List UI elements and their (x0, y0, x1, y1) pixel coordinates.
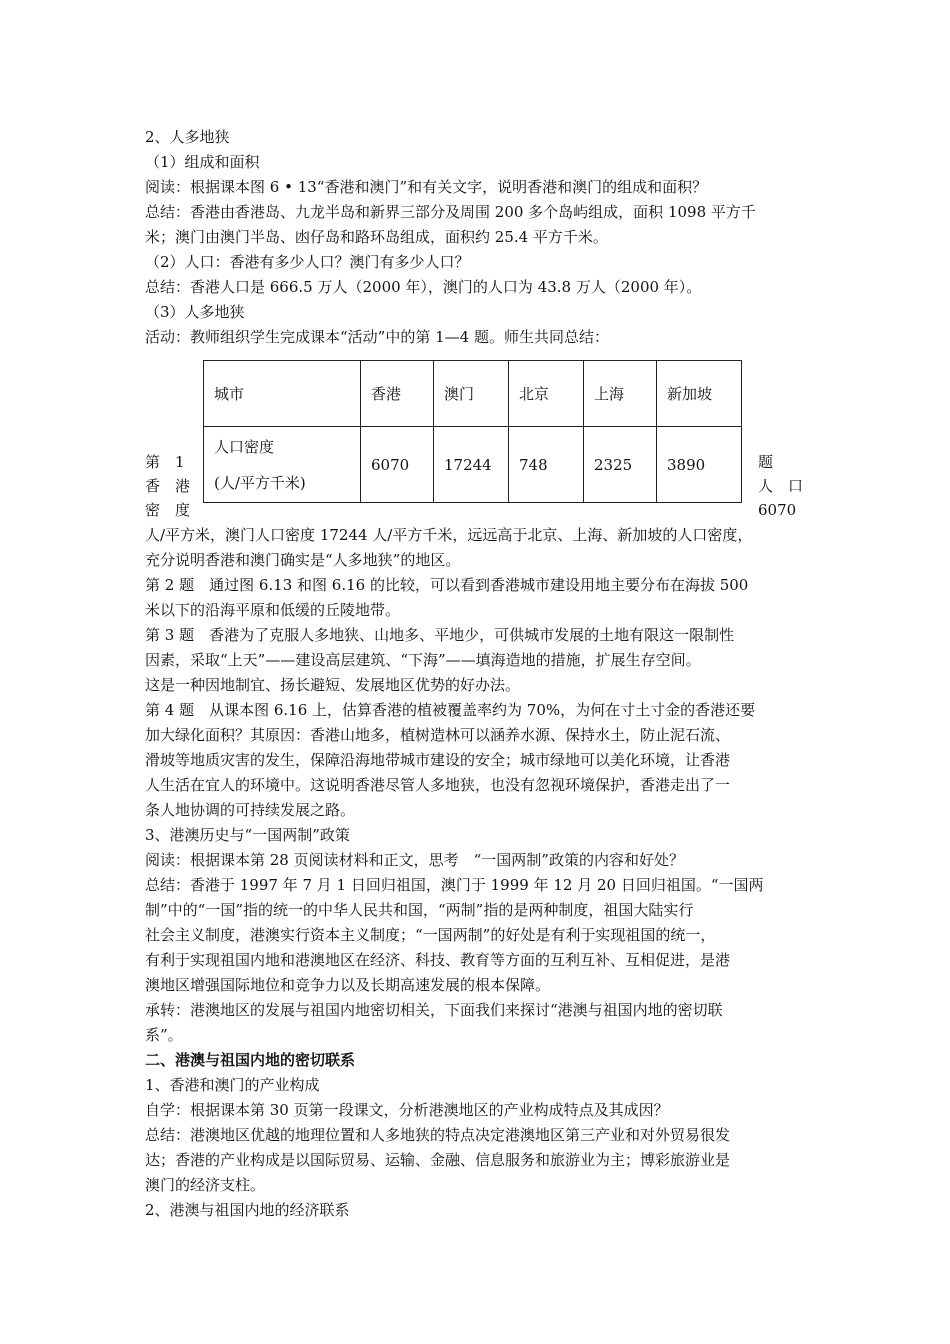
table-cell: 17244 (434, 427, 509, 503)
section-heading: 二、港澳与祖国内地的密切联系 (145, 1051, 356, 1069)
table-header-cell: 香港 (361, 361, 434, 427)
row-label-cell (204, 427, 361, 503)
heading-one-country: 3、港澳历史与“一国两制”政策 (145, 826, 350, 844)
side-left-line: 密 度 (145, 501, 191, 519)
table-header-cell: 新加坡 (657, 361, 742, 427)
text-line: 活动：教师组织学生完成课本“活动”中的第 1—4 题。师生共同总结： (145, 328, 609, 346)
text-line: 阅读：根据课本第 28 页阅读材料和正文，思考 “一国两制”政策的内容和好处？ (145, 851, 684, 869)
text-line: 有利于实现祖国内地和港澳地区在经济、科技、教育等方面的互利互补、互相促进，是港 (145, 951, 731, 969)
text-line: 澳门的经济支柱。 (145, 1176, 266, 1194)
heading-renduo-dixia: 2、人多地狭 (145, 128, 230, 146)
text-line: 达；香港的产业构成是以国际贸易、运输、金融、信息服务和旅游业为主；博彩旅游业是 (145, 1151, 731, 1169)
table-header-cell: 上海 (584, 361, 657, 427)
text-line: 这是一种因地制宜、扬长避短、发展地区优势的好办法。 (145, 676, 521, 694)
text-line: 条人地协调的可持续发展之路。 (145, 801, 356, 819)
subheading-industry: 1、香港和澳门的产业构成 (145, 1076, 320, 1094)
table-header-cell: 城市 (204, 361, 361, 427)
side-text-right (758, 450, 808, 522)
table-cell: 6070 (361, 427, 434, 503)
table-header-cell: 澳门 (434, 361, 509, 427)
table-row (204, 427, 742, 503)
subheading-economic-ties: 2、港澳与祖国内地的经济联系 (145, 1201, 350, 1219)
text-line: 制”中的“一国”指的统一的中华人民共和国，“两制”指的是两种制度，祖国大陆实行 (145, 901, 694, 919)
text-line: 充分说明香港和澳门确实是“人多地狭”的地区。 (145, 551, 461, 569)
text-line: 因素，采取“上天”——建设高层建筑、“下海”——填海造地的措施，扩展生存空间。 (145, 651, 701, 669)
text-line: 加大绿化面积？其原因：香港山地多，植树造林可以涵养水源、保持水土，防止泥石流、 (145, 726, 731, 744)
text-line: 人生活在宜人的环境中。这说明香港尽管人多地狭，也没有忽视环境保护，香港走出了一 (145, 776, 731, 794)
text-line: 米以下的沿海平原和低缓的丘陵地带。 (145, 601, 401, 619)
table-header-cell: 北京 (509, 361, 584, 427)
text-line: 总结：香港由香港岛、九龙半岛和新界三部分及周围 200 多个岛屿组成，面积 1098 平方千 (145, 203, 756, 221)
subheading-dense: （3）人多地狭 (145, 303, 245, 321)
table-cell: 3890 (657, 427, 742, 503)
table-header-row (204, 361, 742, 427)
text-line: 第 3 题 香港为了克服人多地狭、山地多、平地少，可供城市发展的土地有限这一限制性 (145, 626, 735, 644)
text-line: 自学：根据课本第 30 页第一段课文，分析港澳地区的产业构成特点及其成因？ (145, 1101, 669, 1119)
side-right-line: 人 口 (758, 477, 804, 495)
text-line: 滑坡等地质灾害的发生，保障沿海地带城市建设的安全；城市绿地可以美化环境，让香港 (145, 751, 731, 769)
subheading-composition: （1）组成和面积 (145, 153, 260, 171)
side-right-line: 题 (758, 453, 774, 471)
text-line: 社会主义制度，港澳实行资本主义制度；“一国两制”的好处是有利于实现祖国的统一， (145, 926, 716, 944)
text-line: 系”。 (145, 1026, 183, 1044)
population-density-table (203, 360, 742, 503)
subheading-population: （2）人口：香港有多少人口？澳门有多少人口？ (145, 253, 470, 271)
text-line: 总结：香港人口是 666.5 万人（2000 年），澳门的人口为 43.8 万人（2000 年）。 (145, 278, 702, 296)
text-line: 总结：香港于 1997 年 7 月 1 日回归祖国，澳门于 1999 年 12 月 20 日回归祖国。“一国两 (145, 876, 764, 894)
text-line: 人/平方米，澳门人口密度 17244 人/平方千米，远远高于北京、上海、新加坡的人口密度， (145, 526, 753, 544)
side-left-line: 第 1 (145, 453, 185, 471)
text-line: 总结：港澳地区优越的地理位置和人多地狭的特点决定港澳地区第三产业和对外贸易很发 (145, 1126, 731, 1144)
text-line: 米；澳门由澳门半岛、凼仔岛和路环岛组成，面积约 25.4 平方千米。 (145, 228, 608, 246)
text-line: 承转：港澳地区的发展与祖国内地密切相关，下面我们来探讨“港澳与祖国内地的密切联 (145, 1001, 723, 1019)
text-line: 第 4 题 从课本图 6.16 上，估算香港的植被覆盖率约为 70%，为何在寸土寸金的香港还要 (145, 701, 756, 719)
side-left-line: 香 港 (145, 477, 191, 495)
text-line: 阅读：根据课本图 6 • 13“香港和澳门”和有关文字，说明香港和澳门的组成和面积？ (145, 178, 708, 196)
row-label-line: 人口密度 (214, 437, 275, 456)
table-cell: 748 (509, 427, 584, 503)
side-text-left (145, 450, 193, 522)
side-right-line: 6070 (758, 501, 797, 519)
row-label-line: (人/平方千米) (214, 473, 306, 492)
text-line: 澳地区增强国际地位和竞争力以及长期高速发展的根本保障。 (145, 976, 551, 994)
text-line: 第 2 题 通过图 6.13 和图 6.16 的比较，可以看到香港城市建设用地主要分布在海拔 500 (145, 576, 749, 594)
table-cell: 2325 (584, 427, 657, 503)
